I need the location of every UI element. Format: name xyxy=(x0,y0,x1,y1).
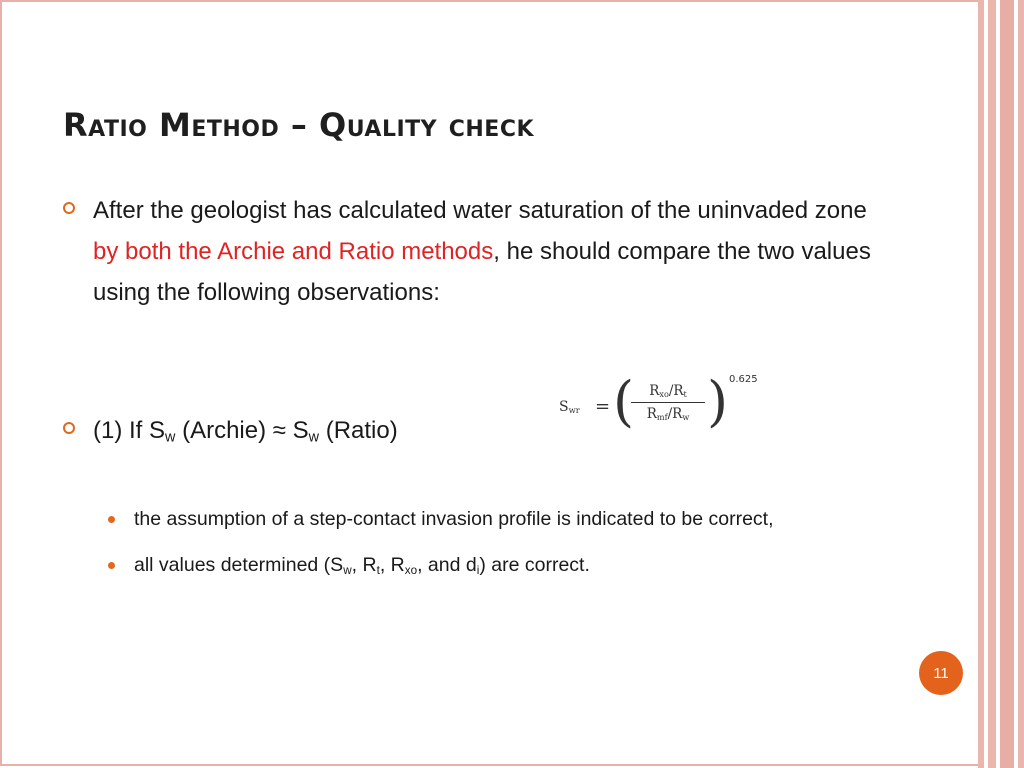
saturation-ratio-formula xyxy=(555,370,785,445)
formula-denominator: $R_{mf}/R_w$ xyxy=(646,406,690,423)
dot-bullet-icon xyxy=(108,562,115,569)
bullet-1 xyxy=(63,190,883,313)
formula-equals: = xyxy=(595,396,611,417)
formula-numerator: $R_{xo}/R_t$ xyxy=(631,383,705,403)
slide-title: Ratio Method – Quality check xyxy=(63,106,535,144)
bullet-1-text: After the geologist has calculated water saturation of the uninvaded zone by both the Archie and Ratio methods, he should compare the two values using the following observations: xyxy=(93,197,871,306)
formula-lhs: $S_{wr}$ xyxy=(559,399,580,416)
page-number-badge: 11 xyxy=(919,651,963,695)
ring-bullet-icon xyxy=(63,202,75,214)
sub-bullet-1: the assumption of a step-contact invasion profile is indicated to be correct, xyxy=(107,503,867,535)
dot-bullet-icon xyxy=(108,516,115,523)
left-paren-icon: ( xyxy=(613,370,635,433)
decorative-stripes xyxy=(978,0,1024,768)
right-paren-icon: ) xyxy=(707,370,729,433)
bullet-2 xyxy=(63,410,563,459)
ring-bullet-icon xyxy=(63,422,75,434)
formula-exponent: 0.625 xyxy=(729,374,758,385)
sub-bullet-list xyxy=(107,503,867,601)
bullet-2-text: (1) If $S_w$ (Archie) ≈ $S_w$ (Ratio) xyxy=(93,417,398,446)
highlight-text: by both the Archie and Ratio methods xyxy=(93,238,494,265)
sub-bullet-2: all values determined ($S_w$, $R_t$, $R_{xo}$, and $d_i$) are correct. xyxy=(107,549,867,587)
formula-fraction xyxy=(631,383,705,422)
